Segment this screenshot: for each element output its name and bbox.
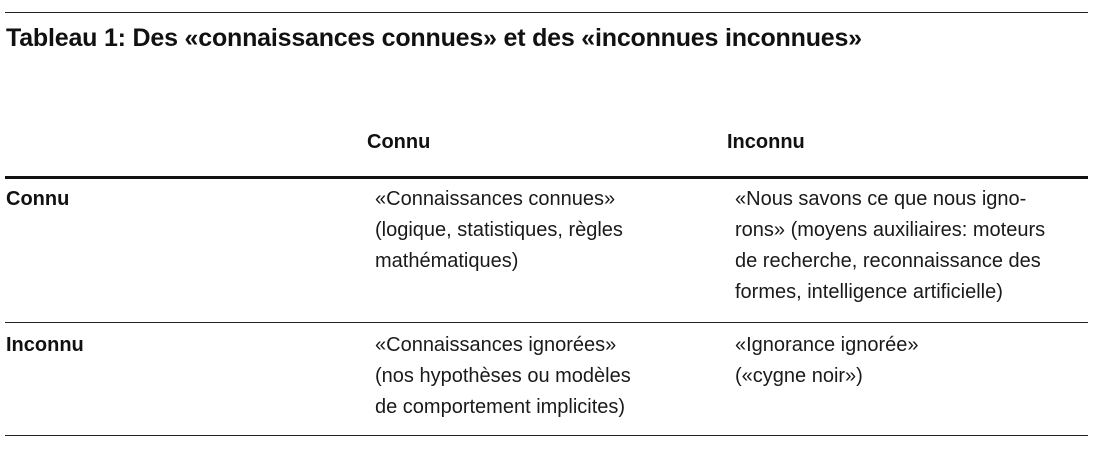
cell-line: mathématiques) (375, 250, 519, 272)
table-cell-unknown-known (375, 330, 631, 423)
cell-line: «Connaissances ignorées» (375, 334, 617, 356)
cell-line: «Nous savons ce que nous igno- (735, 188, 1027, 210)
row-header-inconnu: Inconnu (6, 334, 84, 356)
cell-line: de comportement implicites) (375, 396, 626, 418)
header-rule (5, 176, 1088, 179)
table-cell-known-unknown (735, 184, 1045, 308)
cell-line: de recherche, reconnaissance des (735, 250, 1041, 272)
row-divider (5, 322, 1088, 323)
column-header-inconnu: Inconnu (727, 131, 805, 153)
table-cell-known-known (375, 184, 623, 277)
row-header-connu: Connu (6, 188, 70, 210)
cell-line: (logique, statistiques, règles (375, 219, 623, 241)
bottom-rule (5, 435, 1088, 436)
cell-line: formes, intelligence artificielle) (735, 281, 1003, 303)
cell-line: «Connaissances connues» (375, 188, 616, 210)
table-title: Tableau 1: Des «connaissances connues» et des «inconnues inconnues» (6, 24, 862, 52)
cell-line: (nos hypothèses ou modèles (375, 365, 631, 387)
table-cell-unknown-unknown (735, 330, 918, 392)
cell-line: «Ignorance ignorée» (735, 334, 919, 356)
column-header-connu: Connu (367, 131, 431, 153)
top-rule (5, 12, 1088, 13)
cell-line: («cygne noir») (735, 365, 863, 387)
cell-line: rons» (moyens auxiliaires: moteurs (735, 219, 1046, 241)
